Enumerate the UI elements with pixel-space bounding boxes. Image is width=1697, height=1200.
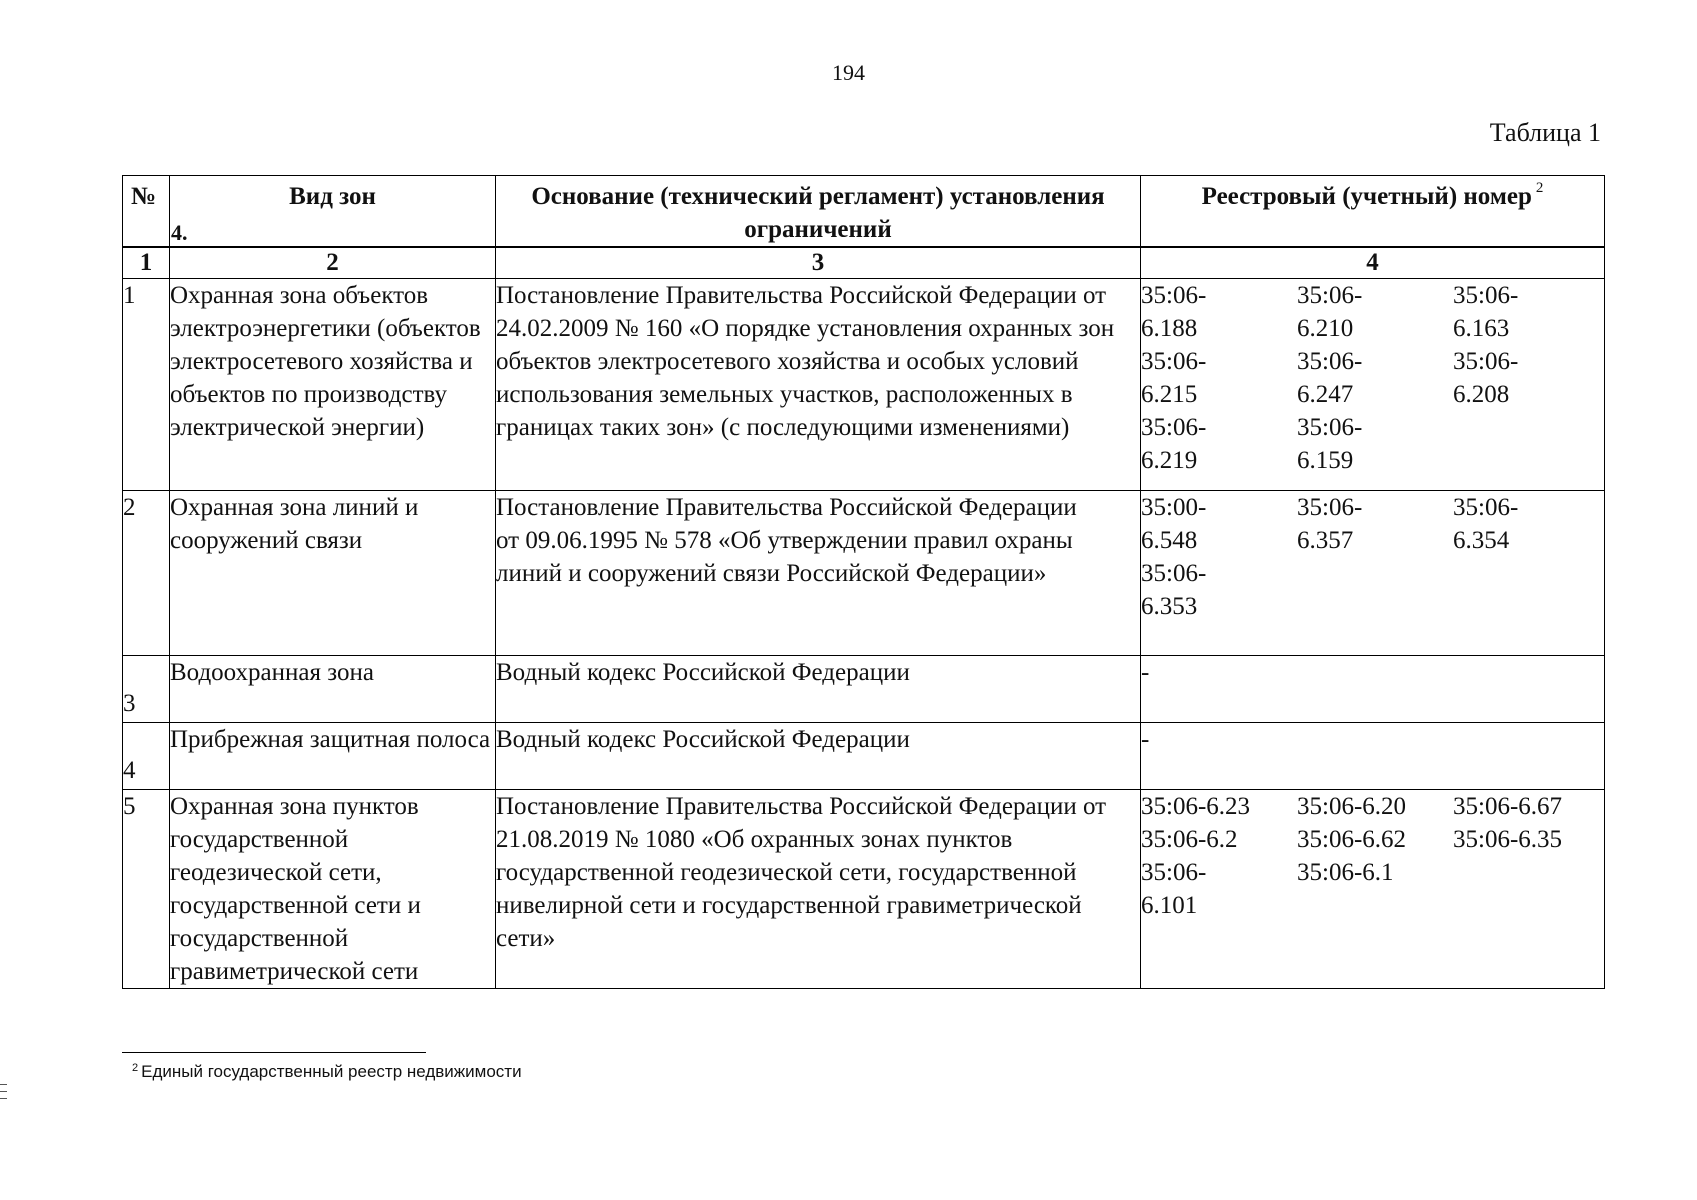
registry-number: 35:06- 6.159 [1297, 414, 1363, 474]
registry-number: 35:06-6.1 [1297, 859, 1394, 886]
registry-cell [1141, 790, 1605, 989]
registry-number: 35:06- 6.215 [1141, 348, 1207, 408]
registry-number: 35:06- 6.354 [1453, 494, 1519, 554]
footnote-text: Единый государственный реестр недвижимости [141, 1062, 522, 1081]
table-row [123, 790, 1605, 989]
row-number: 1 [123, 279, 170, 491]
registry-number: 35:06-6.23 [1141, 793, 1251, 820]
column-index: 1 [123, 247, 170, 279]
registry-number: 35:06-6.62 [1297, 826, 1407, 853]
registry-cell [1141, 723, 1605, 790]
header-zone-type: Вид зон [170, 176, 496, 248]
footnote-marker: 2 [132, 1062, 139, 1074]
column-index: 4 [1141, 247, 1605, 279]
row-number: 4 [123, 723, 170, 790]
registry-number: 35:06-6.20 [1297, 793, 1407, 820]
footnote-reference: 2 [1535, 180, 1544, 196]
stray-mark: 4. [171, 220, 188, 245]
registry-number: 35:06- 6.210 [1297, 282, 1363, 342]
basis-cell: Водный кодекс Российской Федерации [496, 656, 1141, 723]
zone-type-cell: Охранная зона линий и сооружений связи [170, 491, 496, 656]
zone-type-cell: Охранная зона объектов электроэнергетики (объектов электросетевого хозяйства и объектов по производству электрической энергии) [170, 279, 496, 491]
page-number: 194 [832, 60, 865, 85]
registry-number: 35:06- 6.247 [1297, 348, 1363, 408]
table-row [123, 723, 1605, 790]
restriction-zones-table [122, 175, 1605, 989]
table-row [123, 491, 1605, 656]
header-basis: Основание (технический регламент) установления ограничений [496, 176, 1141, 248]
footnote [132, 1062, 522, 1082]
column-index-row [123, 247, 1605, 279]
basis-cell: Постановление Правительства Российской Федерации от 09.06.1995 № 578 «Об утверждении правил охраны линий и сооружений связи Российской Федерации» [496, 491, 1141, 656]
registry-number: 35:06-6.35 [1453, 826, 1563, 853]
registry-number: 35:06- 6.208 [1453, 348, 1519, 408]
row-number: 5 [123, 790, 170, 989]
registry-number: - [1141, 726, 1150, 753]
row-number: 3 [123, 656, 170, 723]
column-index: 2 [170, 247, 496, 279]
registry-number: 35:00- 6.548 [1141, 494, 1207, 554]
registry-cell [1141, 656, 1605, 723]
registry-number: 35:06- 6.101 [1141, 859, 1207, 919]
registry-number: 35:06- 6.188 [1141, 282, 1207, 342]
zone-type-cell: Водоохранная зона [170, 656, 496, 723]
registry-number: 35:06- 6.163 [1453, 282, 1519, 342]
basis-cell: Водный кодекс Российской Федерации [496, 723, 1141, 790]
basis-cell: Постановление Правительства Российской Федерации от 21.08.2019 № 1080 «Об охранных зонах пунктов государственной геодезической сети, государственной нивелирной сети и государственной гравиметрической сети» [496, 790, 1141, 989]
scan-edge-marks [0, 1084, 8, 1105]
zone-type-cell: Прибрежная защитная полоса [170, 723, 496, 790]
registry-number: 35:06-6.2 [1141, 826, 1238, 853]
table-row [123, 279, 1605, 491]
zone-type-cell: Охранная зона пунктов государственной геодезической сети, государственной сети и государственной гравиметрической сети [170, 790, 496, 989]
column-index: 3 [496, 247, 1141, 279]
table-caption: Таблица 1 [1489, 118, 1601, 147]
registry-number: 35:06- 6.353 [1141, 560, 1207, 620]
registry-cell [1141, 491, 1605, 656]
table-row [123, 656, 1605, 723]
registry-number: - [1141, 659, 1150, 686]
footnote-divider [122, 1052, 426, 1053]
header-number: № 4. [123, 176, 170, 248]
basis-cell: Постановление Правительства Российской Федерации от 24.02.2009 № 160 «О порядке установления охранных зон объектов электросетевого хозяйства и особых условий использования земельных участков, расположенных в границах таких зон» (с последующими изменениями) [496, 279, 1141, 491]
row-number: 2 [123, 491, 170, 656]
registry-number: 35:06- 6.219 [1141, 414, 1207, 474]
registry-number: 35:06- 6.357 [1297, 494, 1363, 554]
header-registry-number: Реестровый (учетный) номер $^2$ [1141, 176, 1605, 248]
registry-number: 35:06-6.67 [1453, 793, 1563, 820]
table-header-row [123, 176, 1605, 248]
registry-cell [1141, 279, 1605, 491]
